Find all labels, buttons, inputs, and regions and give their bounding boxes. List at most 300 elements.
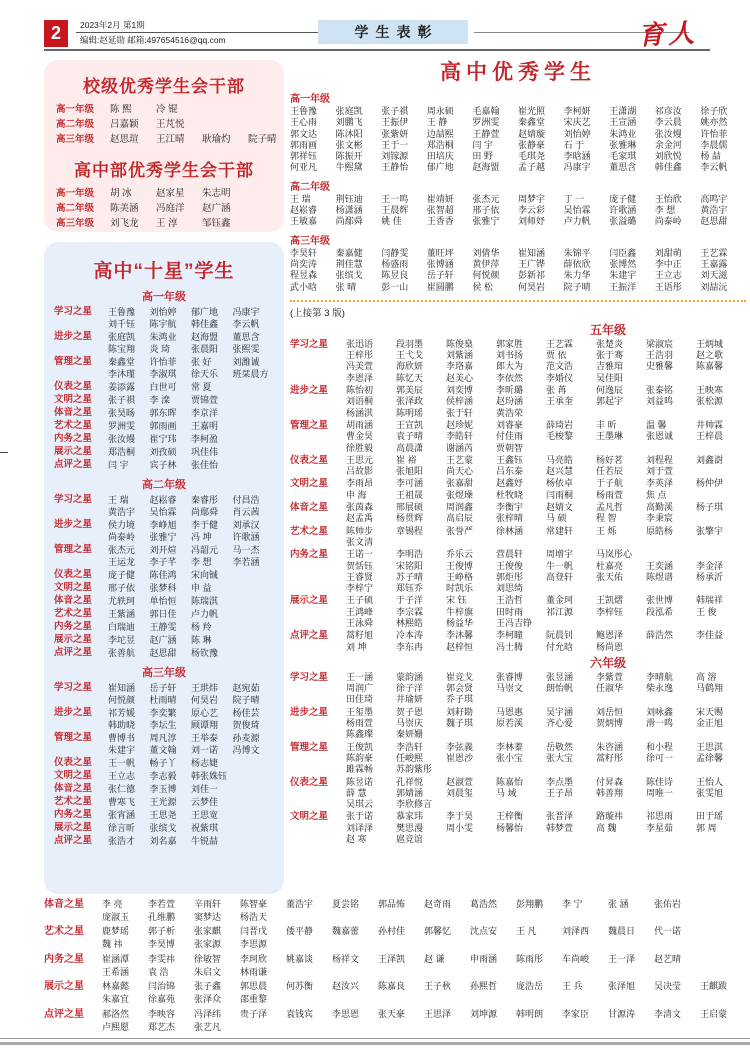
student-name: 王子昂 [546,787,574,798]
tenstar-box [44,242,284,894]
cadre-row [56,118,272,131]
student-name: 焦 点 [646,489,667,500]
student-name: 刘佳一 [191,784,219,794]
student-name: 刘程程 [646,454,674,465]
star-group [54,356,274,380]
student-name: 王艺蒙 [446,454,474,465]
star-label: 展示之星 [54,446,93,457]
student-name: 牛梓旗 [446,606,474,617]
name-line [346,339,746,350]
student-name: 李柯盈 [191,434,219,444]
name-line [290,259,746,270]
student-name: 赵婧璇 [517,128,545,139]
student-name: 祁芳媛 [108,708,136,718]
student-name: 刘咏鑫 [646,706,674,717]
name-line [290,106,746,117]
student-name: 李金泽 [696,560,724,571]
student-name: 王 瑞 [290,193,311,204]
name-line [108,744,274,756]
student-name: 苏韵紫彤 [396,764,433,775]
student-name: 刘开煊 [149,545,177,555]
name-line [108,634,274,646]
cadre-row [56,217,272,230]
student-name: 张擎宇 [696,525,724,536]
student-name: 刘喆沅 [700,281,728,292]
student-name: 秦嘉健 [335,247,363,258]
student-name: 朱嘉宜 [102,994,130,1004]
star-label: 管理之星 [54,356,93,367]
student-name: 许怡菲 [700,128,728,139]
student-name: 荆钰迪 [335,193,363,204]
student-name: 邹钰鑫 [202,218,231,229]
student-name: 卢熙愿 [102,1021,130,1032]
student-name: 王玺墨 [346,706,374,717]
student-name: 牛一帆 [546,560,574,571]
star-label: 点评之星 [54,835,93,846]
name-line [108,732,274,744]
student-name: 宋 钰 [446,595,467,606]
student-name: 张于骞 [596,350,624,361]
student-name: 王思泽 [424,1008,452,1019]
student-name: 岳子轩 [426,270,454,281]
cadre-title-school: 校级优秀学生会干部 [83,77,245,96]
name-line [346,455,746,466]
student-name: 朱志明 [202,188,231,199]
student-name: 王冯吉铮 [496,617,533,628]
student-name: 王子秋 [424,981,452,991]
student-name: 李思恩 [332,1008,360,1019]
student-name: 冷 锟 [156,104,178,115]
star-group [54,331,274,355]
student-name: 李雨昂 [346,478,374,489]
student-name: 王宣涵 [609,117,637,128]
student-name: 郑浩桐 [108,447,136,457]
student-name: 崔光照 [517,106,545,116]
student-name: 申雨涵 [470,953,498,964]
honor-title: 高中优秀学生 [440,61,596,84]
student-name: 张子祺 [108,395,136,405]
student-name: 马一杰 [232,545,260,555]
grade-label: 高二年级 [56,203,95,214]
student-name: 朱力华 [563,270,591,281]
student-name: 张佳怡 [191,460,219,470]
student-name: 李志毅 [149,771,177,781]
student-name: 魏 祎 [102,939,123,949]
student-name: 赵兴慧 [546,466,574,477]
student-name: 郭炬彤 [496,571,524,582]
student-name: 段羽墨 [396,338,424,349]
name-line [346,683,746,694]
student-name: 刘泽西 [562,926,590,936]
name-lines [108,582,274,594]
student-name: 田于瑶 [696,811,724,822]
student-name: 滑一鸣 [646,718,674,729]
name-line [108,621,274,633]
student-name: 高 溶 [696,671,717,682]
star-group [290,455,746,478]
student-name: 代一诺 [654,926,682,936]
student-name: 李沐馨 [446,630,474,641]
student-name: 张迅语 [346,338,374,349]
grade-header: 高一年级 [142,291,186,303]
star-label: 体音之星 [54,783,93,794]
student-name: 王 瑞 [108,495,129,505]
student-name: 顾谭翔 [191,720,219,730]
star-group [290,339,746,384]
student-name: 郭日佳 [149,609,177,619]
name-line [290,129,746,140]
student-name: 王思淇 [696,741,724,752]
student-name: 闫雨桐 [546,489,574,500]
student-name: 杜雨晴 [149,695,177,705]
student-name: 邵重黎 [240,994,268,1004]
student-name: 张小宝 [496,752,524,763]
student-name: 张嘉甜 [446,478,474,489]
student-name: 魏晨日 [608,926,636,936]
cadre-row [56,187,272,200]
student-name: 李衡宇 [496,502,524,513]
student-name: 彭一山 [381,281,409,292]
student-name: 杨尚恩 [596,641,624,652]
star-label: 学习之星 [290,671,329,683]
name-line [346,694,746,705]
student-name: 王于一 [381,139,409,150]
name-line [108,519,274,531]
student-name: 李清文 [654,1008,682,1019]
student-name: 朱建宇 [108,745,136,755]
student-name: 陈 熙 [110,104,132,115]
student-name: 张泽旭 [608,981,636,991]
name-line [102,925,746,938]
student-name: 赵鑫妤 [496,478,524,489]
name-line [102,911,746,924]
student-name: 曹寒飞 [108,797,136,807]
student-name: 王运龙 [108,557,136,567]
student-name: 马亮皓 [546,454,574,465]
student-name: 张梦科 [149,583,177,593]
student-name: 董文翰 [149,745,177,755]
student-name: 罗洲雯 [472,117,500,128]
student-name: 朱建宇 [609,270,637,281]
student-name: 毛琪尧 [517,151,545,162]
student-name: 王泳舜 [346,617,374,628]
student-name: 李婚仪 [546,372,574,383]
student-name: 马恩惠 [496,706,524,717]
name-lines [102,1008,746,1034]
name-line [290,270,746,281]
student-name: 白瑞迪 [108,622,136,632]
name-line [346,478,746,489]
name-line [108,531,274,543]
student-name: 王凯熠 [596,595,624,606]
student-name: 赵婧文 [546,502,574,513]
name-line [346,742,746,753]
section-divider [290,300,746,302]
student-name: 王艺霖 [546,338,574,349]
student-name: 张 晴 [335,281,357,292]
star-group [54,582,274,594]
student-name: 韩佳鑫 [191,319,219,329]
star-label: 内务之星 [54,621,93,632]
name-line [346,350,746,361]
student-name: 陈明瑶 [396,407,424,418]
student-name: 王启蒙 [700,1008,728,1019]
student-name: 郁广地 [426,162,454,173]
student-name: 李 滦 [149,395,171,405]
student-name: 王 凡 [516,926,537,936]
name-line [108,595,274,607]
student-name: 王紫涵 [108,609,136,619]
student-name: 刘书扬 [496,350,524,361]
student-name: 陈美涵 [110,203,139,214]
student-name: 王映寒 [696,385,724,396]
student-name: 李若萱 [148,898,176,909]
name-line [290,117,746,128]
name-lines [346,455,746,478]
student-name: 张世博 [646,595,674,606]
cadre-title-dept: 高中部优秀学生会干部 [74,161,254,180]
student-name: 郑艺杰 [148,1021,176,1032]
student-name: 卢力帆 [563,216,591,227]
student-name: 牛锐喆 [191,836,219,846]
student-name: 贵子泽 [240,1008,268,1019]
name-line [346,513,746,524]
student-name: 李坨昱 [108,635,136,645]
star-group [54,783,274,795]
student-name: 李云晨 [654,117,682,128]
star-group [290,811,746,845]
student-name: 窦梦达 [194,911,222,922]
student-name: 董思含 [232,332,260,342]
name-lines [108,796,274,808]
student-name: 王晨辉 [381,205,409,216]
student-name: 许歌涵 [232,532,260,542]
student-name: 刘鹏飞 [335,117,363,128]
student-name: 何苏衡 [286,981,314,991]
student-name: 李佳益 [696,630,724,641]
student-name: 赵 谦 [424,953,445,964]
star-group [44,925,746,951]
student-name: 孟子越 [517,162,545,173]
student-name: 路璇祎 [596,811,624,822]
student-name: 周增宇 [546,549,574,560]
student-name: 冷本涛 [396,630,424,641]
student-name: 石 于 [563,139,585,150]
student-name: 赵海盟 [191,332,219,342]
student-name: 庞子健 [609,193,637,204]
name-line [346,834,746,845]
student-name: 贾锦萱 [191,395,219,405]
name-line [346,361,746,372]
student-name: 崔圆鹏 [426,281,454,292]
student-name: 史雅馨 [646,361,674,372]
student-name: 冯博文 [232,745,260,755]
student-name: 赵广涵 [149,635,177,645]
student-name: 韩助晓 [108,720,136,730]
student-name: 张宵涵 [108,810,136,820]
student-name: 徐可一 [646,752,674,763]
student-name: 张熙雯 [232,344,260,354]
student-name: 王振洋 [609,281,637,292]
student-name: 宋天赐 [696,706,724,717]
student-name: 崔靖妍 [426,193,454,204]
student-name: 赵艺晴 [654,953,682,964]
name-line [346,811,746,822]
student-name: 李于健 [191,520,219,530]
name-line [108,835,274,847]
name-lines [108,459,274,471]
student-name: 郭 周 [696,822,717,833]
student-name: 张晨阳 [191,344,219,354]
student-name: 曹金昊 [346,431,374,442]
student-name: 张庭凯 [335,106,363,116]
student-name: 王思宽 [191,810,219,820]
name-line [346,729,746,740]
student-name: 侯梓涵 [446,396,474,407]
student-name: 刘欣悦 [654,151,682,162]
bottom-groups [44,898,746,1034]
student-name: 梁淑宸 [646,338,674,349]
student-name: 柴永逸 [646,683,674,694]
name-lines [346,630,746,653]
student-name: 林雨谦 [240,966,268,977]
student-name: 王峥格 [446,571,474,582]
student-name: 董金珂 [546,595,574,606]
student-name: 倭平静 [286,926,314,936]
student-name: 周永硕 [426,106,454,116]
student-name: 孟凡哲 [596,502,624,513]
name-line [108,544,274,556]
student-name: 尚鄢舜 [335,216,363,227]
star-group [54,459,274,471]
student-name: 韩瑞祥 [696,595,724,606]
student-name: 陈瑞淇 [191,596,219,606]
student-name: 崔 裕 [396,454,417,465]
name-line [290,282,746,293]
student-name: 薛琦岩 [546,419,574,430]
student-name: 张文彬 [335,139,363,150]
student-name: 郑钰乔 [396,583,424,594]
name-line [290,194,746,205]
name-line [346,572,746,583]
star-group [54,682,274,706]
header-rule [44,49,710,51]
student-name: 周梦宇 [517,193,545,204]
student-name: 李梓宁 [346,583,374,594]
cadre-box [44,60,284,232]
name-line [108,343,274,355]
student-name: 张静豪 [517,139,545,150]
student-name: 韩梦萱 [546,822,574,833]
name-line [346,764,746,775]
student-name: 王一鸣 [381,193,409,204]
student-name: 贾朝智 [496,442,524,453]
student-name: 扈竞谊 [396,834,424,845]
student-name: 刘师妤 [517,216,545,227]
student-name: 朱咨涵 [596,741,624,752]
star-label: 仪表之星 [290,454,329,466]
student-name: 原心艺 [191,708,219,718]
student-name: 崔恩沙 [446,752,474,763]
student-name: 朱锦平 [563,247,591,258]
student-name: 蒿籽彤 [596,752,624,763]
student-name: 杨子琪 [696,502,724,513]
student-name: 张昊旸 [108,408,136,418]
student-name: 孔祥悦 [396,776,424,787]
student-name: 李梓钰 [596,606,624,617]
student-name: 张佑岩 [654,898,682,909]
star-label: 展示之星 [44,981,84,992]
star-group [54,770,274,782]
name-lines [108,381,274,393]
name-lines [108,356,274,380]
student-name: 李峥旭 [149,520,177,530]
student-name: 陈昱良 [381,270,409,281]
student-name: 何悦颜 [108,695,136,705]
student-name: 崔知涵 [108,683,136,693]
cadre-row [56,133,277,146]
student-name: 王祖晟 [396,489,424,500]
student-name: 赵孟禹 [346,513,374,524]
student-name: 李弦義 [446,741,474,752]
student-name: 刘于萱 [646,466,674,477]
student-name: 鲍恩泽 [596,630,624,641]
name-line [108,707,274,719]
student-name: 苏子晴 [396,571,424,582]
name-line [108,783,274,795]
student-name: 尤轶珂 [108,596,136,606]
name-line [108,582,274,594]
student-name: 陈宝翔 [108,344,136,354]
star-label: 点评之星 [290,630,329,642]
student-name: 付昌浩 [232,495,260,505]
name-line [346,672,746,683]
student-name: 赵汝兴 [332,981,360,991]
student-name: 李浩轩 [396,741,424,752]
student-name: 刘镓源 [381,151,409,162]
star-group [54,621,274,633]
star-label: 仪表之星 [54,757,93,768]
name-line [108,331,274,343]
name-lines [108,544,274,568]
student-name: 徐胜毅 [346,442,374,453]
name-line [346,420,746,431]
student-name: 周凡淳 [149,733,177,743]
student-name: 张雯旭 [696,787,724,798]
student-name: 王珙炜 [191,683,219,693]
name-lines [108,446,274,458]
student-name: 刘承汉 [232,520,260,530]
student-name: 张于轩 [446,407,474,418]
student-name: 付允晗 [546,641,574,652]
name-lines [346,811,746,845]
name-line [346,777,746,788]
student-name: 吕故影 [346,466,374,477]
student-name: 于子洋 [396,595,424,606]
student-name: 付佳雨 [496,431,524,442]
star-label: 仪表之星 [54,569,93,580]
student-name: 吴怡霖 [149,507,177,517]
star-group [44,898,746,924]
student-name: 肖云茜 [232,507,260,517]
name-lines [108,569,274,581]
student-name: 王诺一 [346,549,374,560]
student-name: 陈 琳 [191,635,212,645]
name-line [102,1008,746,1021]
name-lines [108,494,274,518]
name-lines [108,595,274,607]
name-lines [108,306,274,330]
